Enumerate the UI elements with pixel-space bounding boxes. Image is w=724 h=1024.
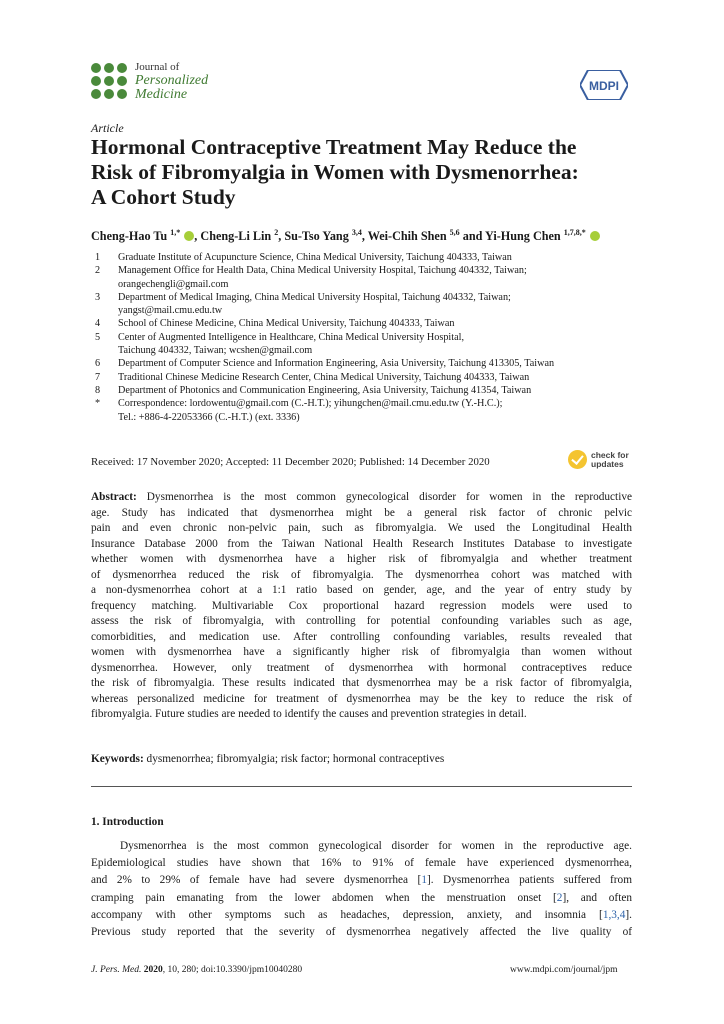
abstract-line: the risk of fibromyalgia. These results indicated that dysmenorrhea may be a risk factor of fibromyalgia,: [91, 677, 632, 689]
affiliation-text: Graduate Institute of Acupuncture Science, China Medical University, Taichung 404333, Taiwan: [118, 252, 512, 263]
title-line: Risk of Fibromyalgia in Women with Dysmenorrhea:: [91, 160, 579, 184]
citation-link[interactable]: 1,3,4: [602, 908, 626, 921]
affiliation-number: *: [95, 398, 101, 410]
abstract-line: pain and even chronic non-pelvic pain, such as fibromyalgia. We used the Longitudinal Health: [91, 522, 632, 534]
affiliation-item: [91, 371, 641, 384]
affiliation-item: [91, 278, 641, 291]
journal-logo[interactable]: [91, 60, 208, 102]
author-affil-sup: 3,4: [351, 228, 362, 237]
abstract-line: whereas personalized medicine for treatment of dysmenorrhea may be the key to reduce the risk of: [91, 692, 632, 705]
affiliation-text: School of Chinese Medicine, China Medical University, Taichung 404333, Taiwan: [118, 318, 455, 330]
journal-name-line2: Personalized: [135, 73, 209, 88]
affiliation-number: 5: [95, 331, 101, 343]
abstract-line: fibromyalgia. Future studies are needed to identify the causes and prevention strategies in detail.: [91, 708, 527, 720]
affiliation-number: 1: [95, 252, 101, 263]
keywords-label: Keywords:: [91, 753, 144, 765]
orcid-icon[interactable]: [184, 231, 194, 241]
author-sep: ,: [194, 229, 201, 244]
author-sep: and: [459, 229, 485, 244]
correspondence-text[interactable]: Correspondence: lordowentu@gmail.com (C.-H.T.); yihungchen@mail.cmu.edu.tw (Y.-H.C.);: [118, 398, 503, 410]
abstract-line: women with dysmenorrhea have a significantly higher risk of fibromyalgia than women without: [91, 646, 632, 658]
article-type: Article: [91, 121, 124, 135]
orcid-icon[interactable]: [590, 231, 600, 241]
title-line: A Cohort Study: [91, 185, 236, 209]
affiliation-item: [91, 384, 641, 397]
mdpi-logo[interactable]: [580, 70, 628, 100]
author-name: Cheng-Hao Tu: [91, 229, 168, 244]
check-for-updates-button[interactable]: [568, 450, 629, 469]
abstract-line: assess the risk of fibromyalgia, with controlling for potential confounding variables such as age,: [91, 615, 632, 627]
check-updates-line2: updates: [591, 458, 624, 469]
author-list: [91, 228, 600, 244]
journal-name-line3: Medicine: [135, 87, 188, 102]
affiliation-item: [91, 291, 641, 304]
correspondence: [91, 397, 641, 410]
footer-journal: J. Pers. Med.: [91, 965, 142, 975]
footer-year: 2020: [143, 965, 163, 975]
abstract-line: age. Study has indicated that dysmenorrhea might be a general risk factor of chronic pelvic: [91, 506, 632, 519]
affiliation-item: [91, 264, 641, 277]
affiliation-number: 3: [95, 291, 101, 303]
author-affil-sup: 1,7,8,*: [563, 228, 586, 237]
affiliation-number: 2: [95, 265, 101, 277]
abstract: [91, 490, 632, 723]
section-divider: [91, 786, 632, 787]
affiliation-email[interactable]: orangechengli@gmail.com: [118, 278, 229, 290]
affiliation-number: 6: [95, 358, 101, 370]
introduction-body: [91, 838, 632, 941]
affiliation-item: [91, 317, 641, 330]
abstract-line: dysmenorrhea. However, only treatment of dysmenorrhea with hormonal contraceptives reduce: [91, 661, 632, 674]
citation-link[interactable]: 1: [421, 874, 427, 887]
affiliation-item: [91, 331, 641, 344]
affiliation-number: 7: [95, 371, 101, 383]
abstract-line: Insurance Database 2000 from the Taiwan National Health Research Institutes Database to investigate: [91, 537, 632, 550]
keywords: [91, 753, 444, 765]
author-affil-sup: 5,6: [449, 228, 460, 237]
author-name: Su-Tso Yang: [284, 229, 349, 244]
author-sep: ,: [278, 229, 285, 244]
check-updates-line1: check for: [591, 449, 629, 460]
affiliation-text: Department of Medical Imaging, China Medical University Hospital, Taichung 404332, Taiwan;: [118, 291, 511, 303]
correspondence-phone: Tel.: +886-4-22053366 (C.-H.T.) (ext. 3336): [118, 411, 300, 423]
paper-title: [91, 135, 651, 210]
affiliation-text: Center of Augmented Intelligence in Healthcare, China Medical University Hospital,: [118, 331, 464, 343]
affiliation-number: 4: [95, 318, 101, 330]
checkmark-icon: [568, 450, 587, 469]
affiliations: [91, 251, 641, 424]
body-line: and 2% to 29% of female have had severe dysmenorrhea [1]. Dysmenorrhea patients suffered from: [91, 874, 632, 887]
author-sep: ,: [361, 229, 368, 244]
affiliation-text: Department of Computer Science and Information Engineering, Asia University, Taichung 413305, Taiwan: [118, 358, 555, 370]
footer-url[interactable]: www.mdpi.com/journal/jpm: [510, 965, 618, 975]
affiliation-item: [91, 304, 641, 317]
publication-dates: Received: 17 November 2020; Accepted: 11 December 2020; Published: 14 December 2020: [91, 456, 490, 468]
abstract-line: a non-dysmenorrhea cohort at a 1:1 ratio based on gender, age, and the year of entry study by: [91, 584, 632, 596]
affiliation-number: 8: [95, 384, 101, 396]
affiliation-item: [91, 344, 641, 357]
affiliation-text: Traditional Chinese Medicine Research Center, China Medical University, Taichung 404333, Taiwan: [118, 371, 530, 383]
abstract-line: comorbidities, and medication use. After controlling confounding variables, results revealed that: [91, 630, 632, 643]
affiliation-text: Management Office for Health Data, China Medical University Hospital, Taichung 404332, Taiwan;: [118, 265, 527, 277]
affiliation-item: [91, 357, 641, 370]
body-line: Dysmenorrhea is the most common gynecological disorder for women in the reproductive age.: [120, 840, 632, 852]
abstract-line: of dysmenorrhea reduced the risk of fibromyalgia. The dysmenorrhea cohort was matched with: [91, 568, 632, 581]
title-line: Hormonal Contraceptive Treatment May Reduce the: [91, 135, 577, 159]
affiliation-email[interactable]: yangst@mail.cmu.edu.tw: [118, 305, 223, 317]
affiliation-item: [91, 251, 641, 264]
abstract-line: whether women with dysmenorrhea have a higher risk of fibromyalgia and whether treatment: [91, 553, 632, 565]
mdpi-logo-text: MDPI: [589, 79, 619, 93]
author-affil-sup: 2: [274, 228, 279, 237]
body-line: accompany with other symptoms such as headaches, depression, anxiety, and insomnia [1,3,4].: [91, 908, 632, 921]
abstract-label: Abstract:: [91, 491, 137, 503]
journal-name: [135, 60, 208, 102]
author-affil-sup: 1,*: [170, 228, 181, 237]
body-line: Epidemiological studies have shown that 16% to 91% of female have experienced dysmenorrhea,: [91, 857, 632, 870]
author-name: Wei-Chih Shen: [367, 229, 447, 244]
citation-link[interactable]: 2: [556, 891, 563, 904]
journal-logo-icon: [91, 63, 127, 99]
abstract-line: frequency matching. Multivariable Cox proportional hazard regression models were used to: [91, 599, 632, 612]
affiliation-text: Taichung 404332, Taiwan; wcshen@gmail.com: [118, 345, 313, 357]
section-heading: 1. Introduction: [91, 816, 164, 828]
keywords-text: dysmenorrhea; fibromyalgia; risk factor; hormonal contraceptives: [146, 753, 445, 765]
footer-citation: [91, 965, 302, 975]
author-name: Yi-Hung Chen: [484, 229, 561, 244]
abstract-line: Abstract: Dysmenorrhea is the most common gynecological disorder for women in the reproductive: [91, 491, 632, 503]
footer-doi[interactable]: , 10, 280; doi:10.3390/jpm10040280: [162, 965, 303, 975]
correspondence: [91, 411, 641, 424]
body-line: Previous study reported that the severity of dysmenorrhea negatively affected the live quality of: [91, 926, 632, 939]
journal-name-line1: Journal of: [135, 61, 180, 73]
author-name: Cheng-Li Lin: [200, 229, 272, 244]
affiliation-text: Department of Photonics and Communication Engineering, Asia University, Taichung 41354, Taiwan: [118, 384, 532, 396]
body-line: cramping pain emanating from the lower abdomen when the menstruation onset [2], and often: [91, 891, 632, 904]
